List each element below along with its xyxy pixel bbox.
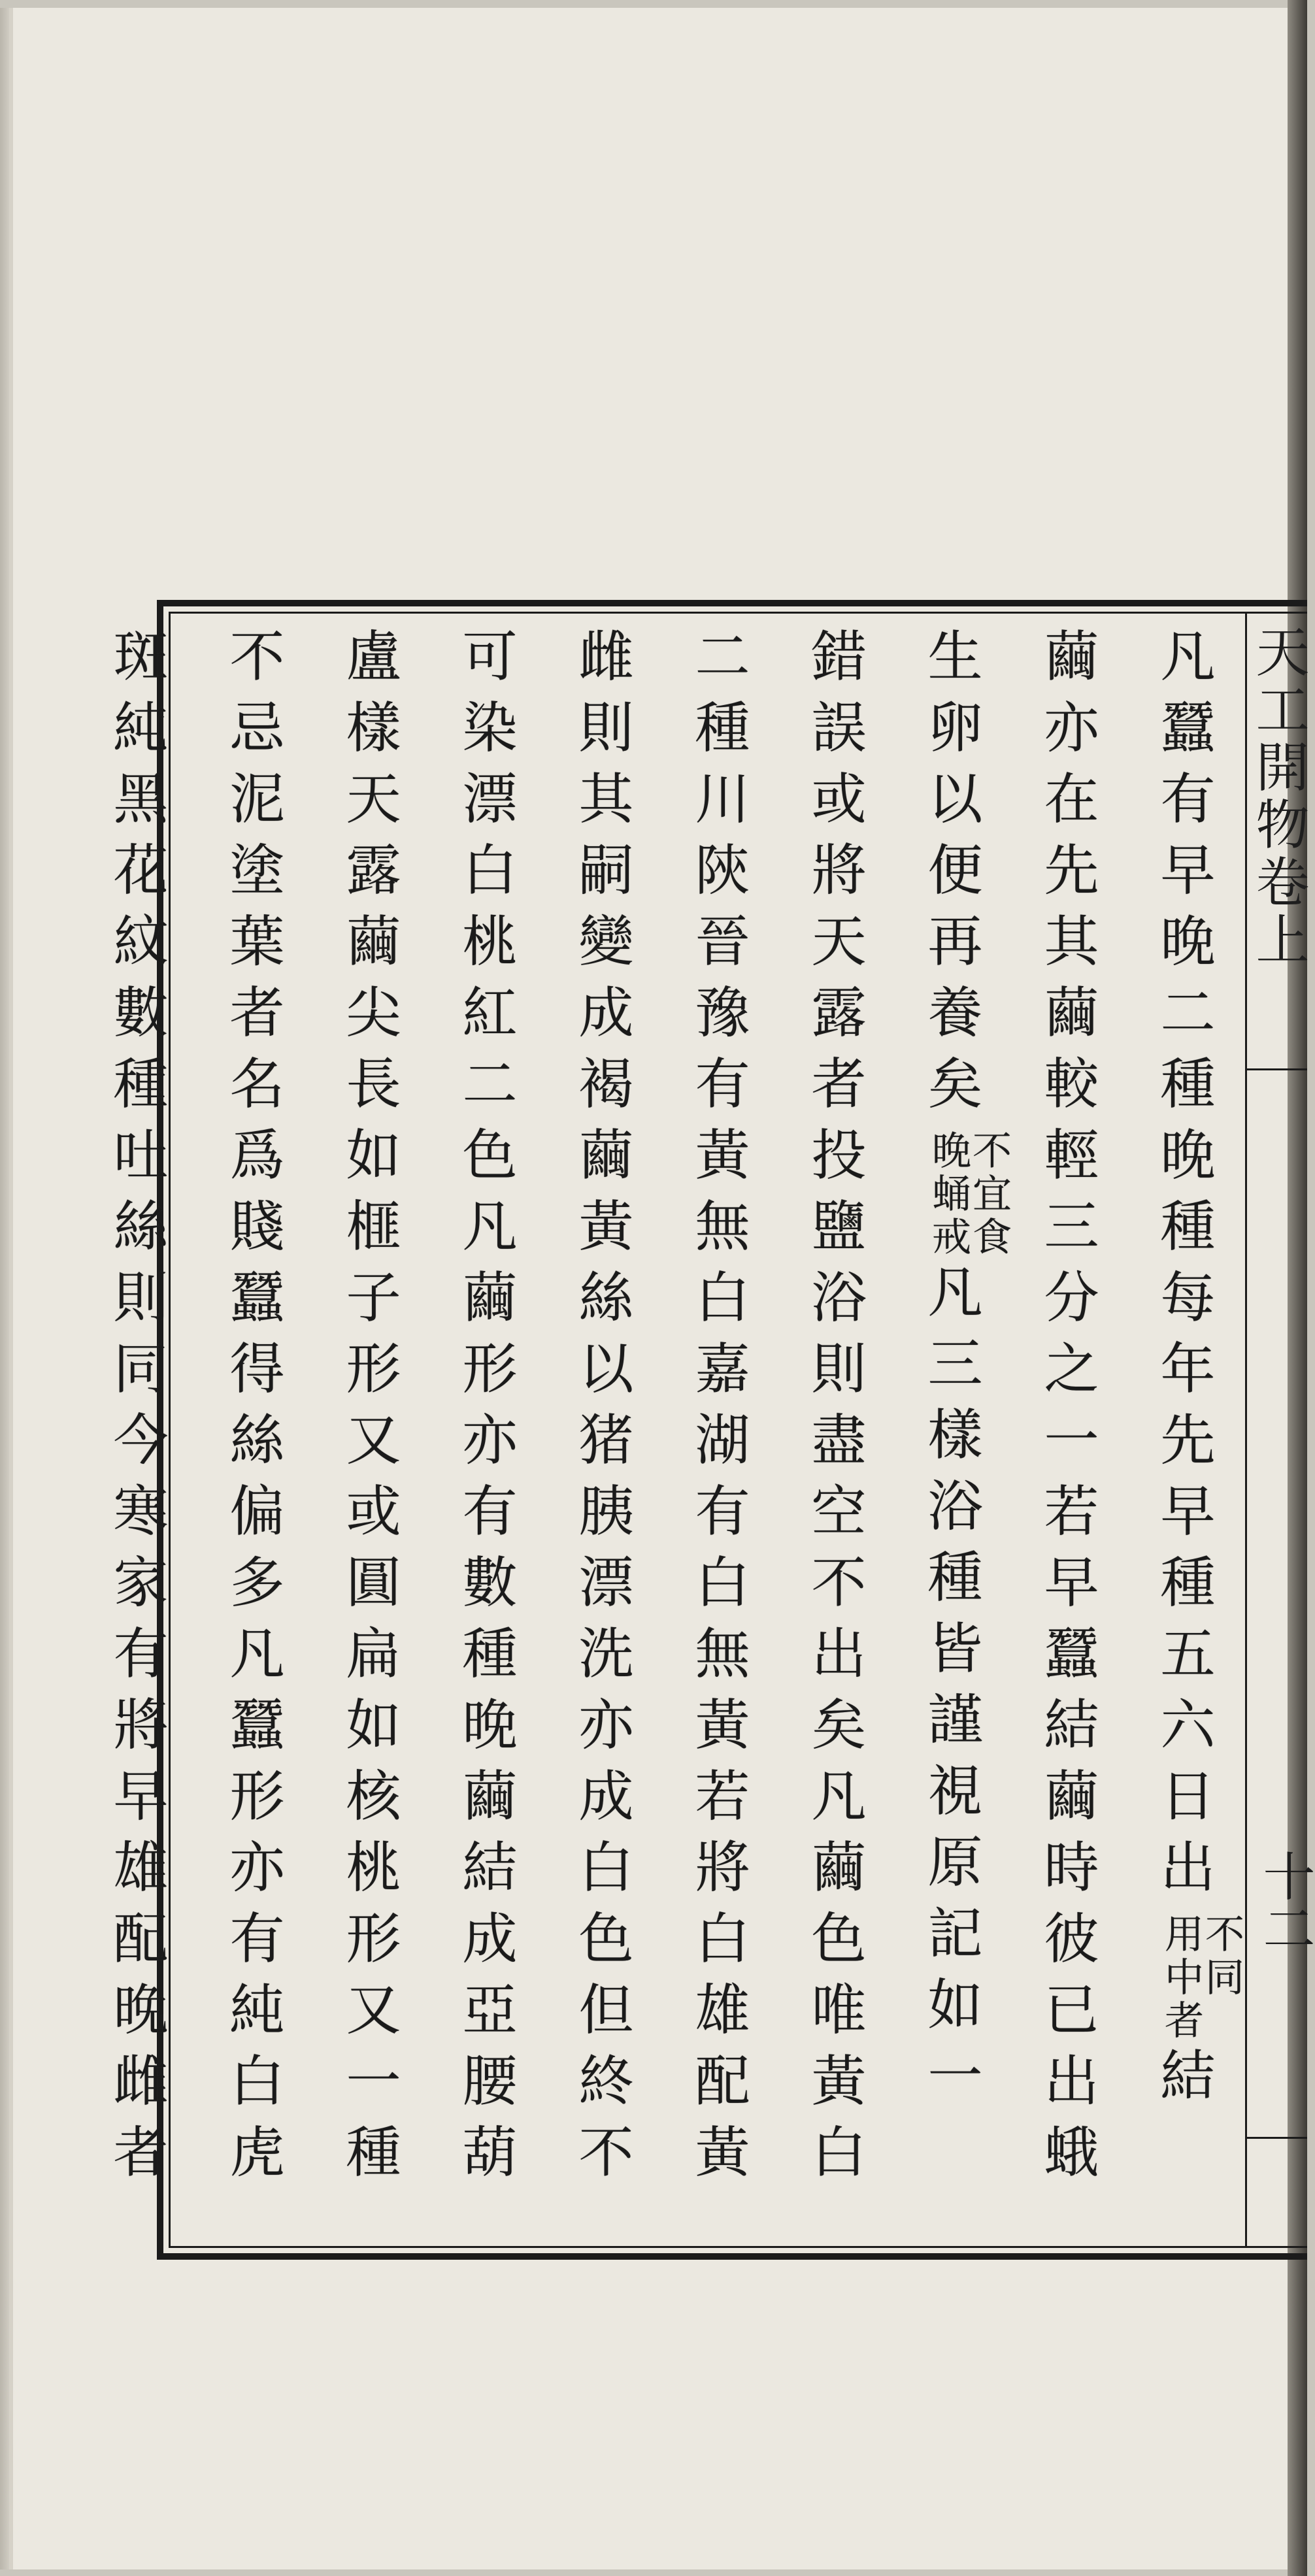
column-text: 凡蠶有早晚二種晚種每年先早種五六日出 — [1152, 627, 1216, 1909]
column-text: 斑純黑花紋數種吐絲則同今寒家有將早雄配晚雌者 — [105, 627, 169, 2194]
column-text: 生卵以便再養矣 — [919, 627, 983, 1126]
column-text: 可染漂白桃紅二色凡繭形亦有數種晚繭結成亞腰葫 — [454, 627, 518, 2194]
text-column — [544, 627, 660, 2235]
text-column — [1009, 627, 1125, 2235]
interlinear-note — [925, 1130, 1012, 1259]
column-text: 錯誤或將天露者投鹽浴則盡空不出矣凡繭色唯黃白 — [803, 627, 867, 2194]
margin-divider — [1245, 2137, 1307, 2139]
column-text: 結 — [1152, 2047, 1216, 2118]
text-column — [660, 627, 776, 2235]
page-number: 十二 — [1254, 1849, 1315, 1954]
text-column — [893, 627, 1012, 2235]
text-column — [78, 627, 195, 2235]
text-column — [311, 627, 427, 2235]
column-text: 繭亦在先其繭較輕三分之一若早蠶結繭時彼已出蛾 — [1035, 627, 1099, 2194]
note-line: 用中者 — [1158, 1913, 1204, 2043]
column-text: 二種川陝晉豫有黃無白嘉湖有白無黃若將白雄配黃 — [686, 627, 750, 2194]
column-text: 盧樣天露繭尖長如榧子形又或圓扁如核桃形又一種 — [337, 627, 401, 2194]
note-line: 不宜食 — [966, 1130, 1012, 1259]
margin-divider — [1245, 1068, 1307, 1070]
note-line: 晚蛹戒 — [925, 1130, 971, 1259]
interlinear-note — [1158, 1913, 1244, 2043]
text-column — [195, 627, 311, 2235]
column-text: 雌則其嗣變成褐繭黃絲以猪胰漂洗亦成白色但終不 — [570, 627, 634, 2194]
column-text: 凡三樣浴種皆謹視原記如一 — [919, 1263, 983, 2118]
text-column — [776, 627, 893, 2235]
note-line: 不同 — [1199, 1913, 1244, 2000]
text-column — [1125, 627, 1242, 2235]
main-text — [105, 627, 1244, 2235]
column-text: 不忌泥塗葉者名爲賤蠶得絲偏多凡蠶形亦有純白虎 — [221, 627, 285, 2194]
margin-title: 天工開物卷上 — [1247, 624, 1309, 969]
text-column — [427, 627, 544, 2235]
